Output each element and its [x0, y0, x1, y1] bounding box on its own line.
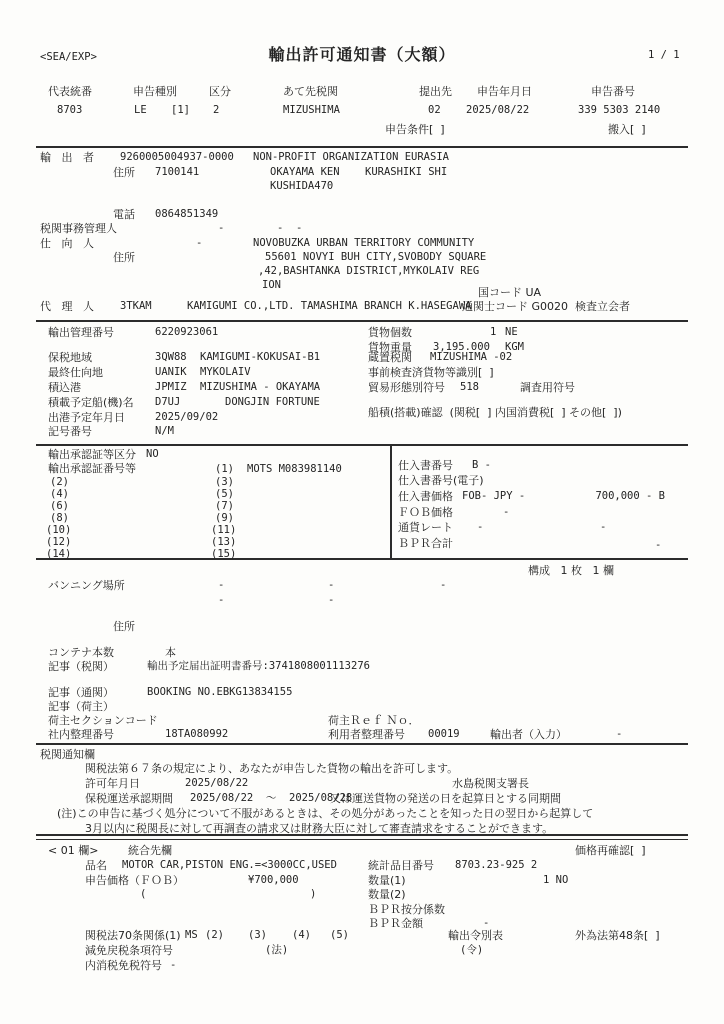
label-bonded-area: 保税地域: [48, 351, 92, 364]
label-shipper-section-code: 荷主セクションコード: [48, 714, 158, 727]
customs-agent-dash2: - -: [277, 222, 303, 234]
label-dest-customs: あて先税関: [283, 85, 338, 98]
law70-slot-4: (4): [292, 929, 311, 941]
box-top-border: [36, 444, 688, 446]
law70-value-1: MS: [185, 929, 198, 941]
invoice-price-terms: FOB- JPY -: [462, 490, 526, 502]
final-dest-name: MYKOLAIV: [200, 366, 251, 378]
label-bpr-total: ＢＰＲ合計: [398, 537, 453, 550]
remarks-customs-value: 輸出予定届出証明書番号:3741808001113276: [147, 660, 370, 672]
pkg-count: 1: [490, 326, 497, 338]
label-export-order-table: 輸出令別表: [448, 929, 503, 942]
label-remarks-customs: 記事（税関）: [48, 660, 114, 673]
vessel-code: D7UJ: [155, 396, 181, 408]
label-vanning-address: 住所: [113, 620, 135, 633]
container-count-unit: 本: [165, 646, 176, 659]
loading-port-code: JPMIZ: [155, 381, 187, 393]
declared-price: ¥700,000: [248, 874, 299, 886]
label-domestic-tax-exempt: 内消税免税符号: [85, 959, 162, 972]
label-approval-numbers: 輸出承認証番号等: [48, 462, 136, 475]
value-decl-type-bracket: [1]: [171, 104, 190, 116]
label-exporter-address: 住所: [113, 166, 135, 179]
label-fob-price: ＦＯＢ価格: [398, 506, 453, 519]
label-user-ref-no: 利用者整理番号: [328, 728, 405, 741]
stat-code: 8703.23-925 2: [455, 859, 538, 871]
value-dest-customs: MIZUSHIMA: [283, 104, 340, 116]
label-pre-inspection: 事前検査済貨物等識別[ ]: [368, 366, 494, 379]
label-bpr-amount: ＢＰＲ金額: [368, 917, 423, 930]
item-number: < 01 欄>: [48, 844, 99, 857]
agent-code: 3TKAM: [120, 300, 152, 312]
approval-slot: (15): [211, 548, 237, 560]
consignee-addr1: 55601 NOVYI BUH CITY,SVOBODY SQUARE: [265, 251, 487, 263]
label-final-dest: 最終仕向地: [48, 366, 103, 379]
notice-appeal-line1: (注)この申告に基づく処分について不服があるときは、その処分があったことを知った日の翌日から起算して: [57, 807, 594, 820]
label-exporter-input: 輸出者（入力）: [490, 728, 567, 741]
consignee-dash: -: [196, 237, 203, 249]
currency-rate-1: -: [477, 521, 484, 533]
label-submit-to: 提出先: [419, 85, 452, 98]
consignee-name: NOVOBUZKA URBAN TERRITORY COMMUNITY: [253, 237, 475, 249]
law70-slot-2: (2): [205, 929, 224, 941]
agent-broker-code: 通関士コード G0020 検査立会者: [462, 300, 631, 313]
label-declared-price: 申告価格（ＦＯＢ）: [85, 874, 184, 887]
label-decl-no: 申告番号: [591, 85, 635, 98]
consignee-addr2: ,42,BASHTANKA DISTRICT,MYKOLAIV REG: [258, 265, 480, 277]
label-vessel: 積載予定船(機)名: [48, 396, 134, 409]
exporter-addr1: OKAYAMA KEN: [270, 166, 340, 178]
export-ctrl-no: 6220923061: [155, 326, 219, 338]
label-container-count: コンテナ本数: [48, 646, 114, 659]
bpr-total-value: -: [655, 539, 662, 551]
label-exporter: 輸 出 者: [40, 151, 94, 164]
label-pkg-count: 貨物個数: [368, 326, 412, 339]
label-export-ctrl-no: 輸出管理番号: [48, 326, 114, 339]
label-invoice-no-electronic: 仕入書番号(電子): [398, 474, 484, 487]
label-loading-confirm: 船積(搭載)確認 (関税[ ] 内国消費税[ ] その他[ ]): [368, 406, 622, 419]
label-vanning-place: バンニング場所: [48, 579, 125, 592]
vanning-dash: -: [218, 579, 225, 591]
label-agent: 代 理 人: [40, 300, 94, 313]
invoice-price-value: 700,000 - B: [595, 490, 665, 502]
label-consignee: 仕 向 人: [40, 237, 94, 250]
value-decl-no: 339 5303 2140: [578, 104, 661, 116]
approval-slot-1: (1): [215, 463, 234, 475]
user-ref-no: 00019: [428, 728, 460, 740]
law70-slot-5: (5): [330, 929, 349, 941]
label-loading-port: 積込港: [48, 381, 81, 394]
remarks-broker-value: BOOKING NO.EBKG13834155: [147, 686, 293, 698]
divider-shipment: [36, 320, 688, 322]
vanning-dash: -: [440, 579, 447, 591]
fob-price-value: -: [503, 506, 510, 518]
invoice-no: B -: [472, 459, 491, 471]
exporter-tel: 0864851349: [155, 208, 219, 220]
label-consignee-address: 住所: [113, 251, 135, 264]
permit-date: 2025/08/22: [185, 777, 249, 789]
divider-header: [36, 146, 688, 148]
vessel-name: DONGJIN FORTUNE: [225, 396, 320, 408]
label-invoice-price: 仕入書価格: [398, 490, 453, 503]
marks-value: N/M: [155, 425, 174, 437]
label-price-recheck: 価格再確認[ ]: [575, 844, 646, 857]
approval-slot: (6): [50, 500, 69, 512]
exporter-postal: 7100141: [155, 166, 200, 178]
approval-slot: (5): [215, 488, 234, 500]
agent-name: KAMIGUMI CO.,LTD. TAMASHIMA BRANCH K.HASEGAWA: [187, 300, 472, 312]
departure-date: 2025/09/02: [155, 411, 219, 423]
label-remarks-broker: 記事（通関）: [48, 686, 114, 699]
label-invoice-no: 仕入書番号: [398, 459, 453, 472]
exporter-addr2: KURASHIKI SHI: [365, 166, 448, 178]
internal-ref-no: 18TA080992: [165, 728, 229, 740]
value-rep-stat: 8703: [57, 104, 83, 116]
label-quantity-2: 数量(2): [368, 888, 406, 901]
vanning-dash: -: [328, 579, 335, 591]
divider-item-double: [36, 834, 688, 840]
label-kubun: 区分: [209, 85, 231, 98]
exporter-input-value: -: [616, 728, 623, 740]
label-bpr-ratio: ＢＰＲ按分係数: [368, 903, 445, 916]
label-carry-in: 搬入[ ]: [608, 123, 646, 136]
value-kubun: 2: [213, 104, 220, 116]
approval-slot: (3): [215, 476, 234, 488]
label-storage-customs: 蔵置税関: [368, 351, 412, 364]
weight-unit: KGM: [505, 341, 524, 353]
label-internal-ref-no: 社内整理番号: [48, 728, 114, 741]
label-quantity-1: 数量(1): [368, 874, 406, 887]
approval-slot: (11): [211, 524, 237, 536]
domestic-tax-exempt: -: [170, 959, 177, 971]
label-shipper-ref-no: 荷主Ｒｅｆ Ｎｏ．: [328, 714, 420, 727]
tax-reduction-law: (法): [265, 944, 289, 956]
value-decl-type: LE: [134, 104, 147, 116]
approval-slot: (4): [50, 488, 69, 500]
doc-code: <SEA/EXP>: [40, 51, 97, 63]
exporter-addr3: KUSHIDA470: [270, 180, 334, 192]
final-dest-code: UANIK: [155, 366, 187, 378]
currency-rate-2: -: [600, 521, 607, 533]
storage-customs: MIZUSHIMA -02: [430, 351, 513, 363]
pkg-count-unit: NE: [505, 326, 518, 338]
consignee-addr3: ION: [262, 279, 281, 291]
vanning-dash: -: [218, 594, 225, 606]
label-rep-stat: 代表統番: [48, 85, 92, 98]
label-stat-code: 統計品目番号: [368, 859, 434, 872]
quantity-1: 1 NO: [543, 874, 569, 886]
approval-no-1: MOTS M083981140: [247, 463, 342, 475]
label-customs-notice: 税関通知欄: [40, 748, 95, 761]
label-item-integration: 統合先欄: [128, 844, 172, 857]
bpr-amount: -: [483, 917, 490, 929]
tax-reduction-ord: (令): [460, 944, 484, 956]
value-submit-to: 02: [428, 104, 441, 116]
consignee-country-code: 国コード UA: [478, 286, 542, 299]
approval-slot: (7): [215, 500, 234, 512]
label-customs-agent: 税関事務管理人: [40, 222, 117, 235]
label-currency-rate: 通貨レート: [398, 521, 453, 534]
exporter-code: 9260005004937-0000: [120, 151, 234, 163]
label-decl-type: 申告種別: [133, 85, 177, 98]
loading-port-name: MIZUSHIMA - OKAYAMA: [200, 381, 321, 393]
label-approval-category: 輸出承認証等区分: [48, 448, 136, 461]
trade-form-code: 518: [460, 381, 479, 393]
value-decl-date: 2025/08/22: [466, 104, 530, 116]
page-indicator: 1 / 1: [648, 49, 680, 61]
approval-slot: (14): [46, 548, 72, 560]
approval-slot: (2): [50, 476, 69, 488]
approval-slot: (13): [211, 536, 237, 548]
bonded-transport-period: 2025/08/22 ～ 2025/08/28: [190, 792, 353, 804]
label-remarks-shipper: 記事（荷主）: [48, 700, 114, 713]
weight-value: 3,195.000: [433, 341, 490, 353]
notice-appeal-line2: 3月以内に税関長に対して再調査の請求又は財務大臣に対して審査請求をすることができます。: [85, 822, 554, 835]
notice-permission-line: 関税法第６７条の規定により、あなたが申告した貨物の輸出を許可します。: [85, 762, 459, 775]
label-decl-date: 申告年月日: [477, 85, 532, 98]
box-divider: [390, 444, 392, 559]
approval-category: NO: [146, 448, 159, 460]
label-marks: 記号番号: [48, 425, 92, 438]
box-bottom-border: [36, 558, 688, 560]
label-forex-law48: 外為法第48条[ ]: [575, 929, 660, 942]
label-bonded-transport-period: 保税運送承認期間: [85, 792, 173, 805]
bonded-area-name: KAMIGUMI-KOKUSAI-B1: [200, 351, 321, 363]
bonded-area-code: 3QW88: [155, 351, 187, 363]
label-tax-reduction-code: 減免戻税条項符号: [85, 944, 173, 957]
law70-slot-3: (3): [248, 929, 267, 941]
approval-slot: (10): [46, 524, 72, 536]
label-permit-date: 許可年月日: [85, 777, 140, 790]
customs-office-name: 水島税関支署長: [452, 777, 529, 790]
item-name: MOTOR CAR,PISTON ENG.=<3000CC,USED: [122, 859, 337, 871]
label-item-name: 品名: [85, 859, 107, 872]
label-customs-law70: 関税法70条関係(1): [85, 929, 181, 942]
price-paren-close: ): [310, 888, 317, 900]
divider-notice: [36, 743, 688, 745]
exporter-name: NON-PROFIT ORGANIZATION EURASIA: [253, 151, 449, 163]
label-departure-date: 出港予定年月日: [48, 411, 125, 424]
approval-slot: (8): [50, 512, 69, 524]
approval-slot: (12): [46, 536, 72, 548]
approval-slot: (9): [215, 512, 234, 524]
customs-agent-dash1: -: [218, 222, 225, 234]
label-survey-code: 調査用符号: [520, 381, 575, 394]
label-exporter-tel: 電話: [113, 208, 135, 221]
label-decl-condition: 申告条件[ ]: [385, 123, 445, 136]
bonded-transport-note: 又は運送貨物の発送の日を起算日とする同期間: [330, 792, 561, 805]
label-trade-form: 貿易形態別符号: [368, 381, 445, 394]
label-weight: 貨物重量: [368, 341, 412, 354]
doc-title: 輸出許可通知書（大額）: [268, 45, 456, 64]
price-paren-open: (: [140, 888, 147, 900]
composition-info: 構成 1 枚 1 欄: [528, 564, 614, 577]
vanning-dash: -: [328, 594, 335, 606]
